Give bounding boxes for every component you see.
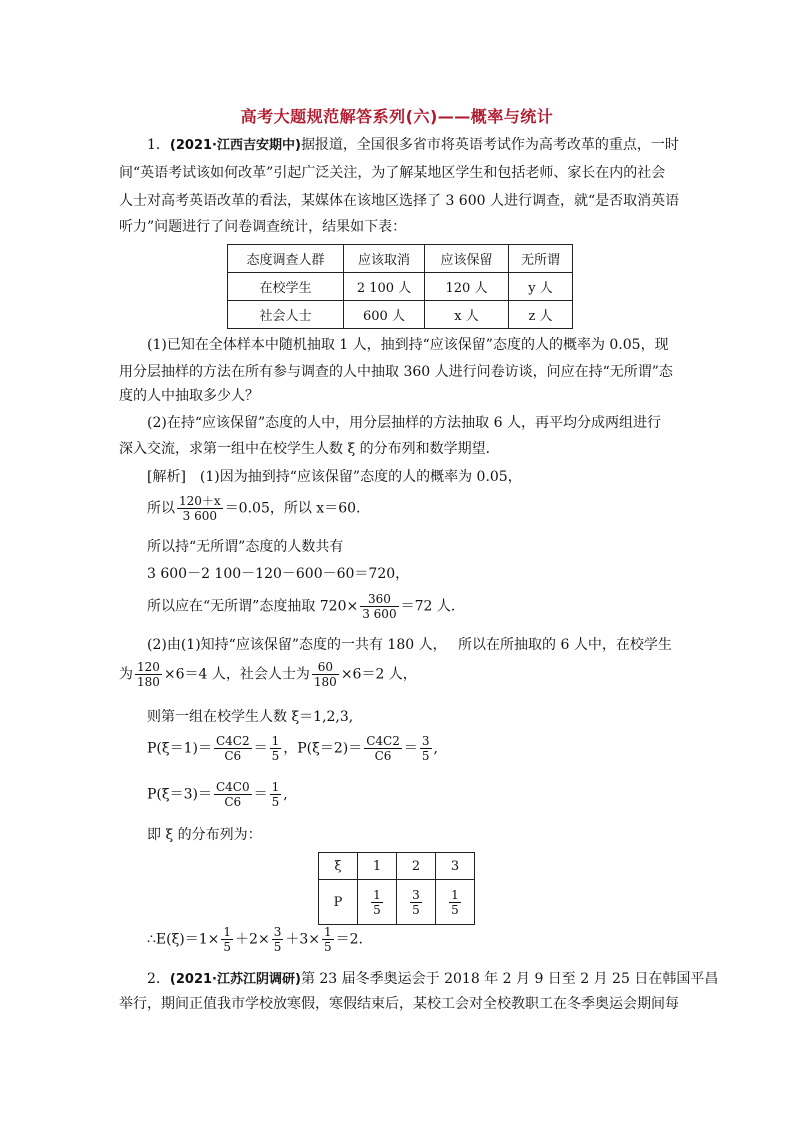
fraction: $\frac{C4C0}{C6}$ — [215, 780, 250, 809]
solution-eq3: 为 $\frac{120}{180}$ ×6＝4 人，社会人士为 $\frac{60}{180}$ ×6＝2 人， — [119, 660, 417, 689]
solution-line-2: 所以持“无所谓”态度的人数共有 — [147, 539, 344, 555]
solution-line-1: [解析] (1)因为抽到持“应该保留”态度的人的概率为 0.05， — [147, 469, 522, 485]
q1-intro-line-2: 间“英语考试该如何改革”引起广泛关注，为了解某地区学生和包括老师、家长在内的社会 — [119, 165, 666, 181]
table-cell — [436, 880, 475, 925]
solution-eq2: 所以应在“无所谓”态度抽取 720× $\frac{360}{3 600}$ ＝72 人． — [147, 592, 465, 621]
fraction: $\frac{1}{5}$ — [323, 925, 332, 954]
table-header-cell: 应该取消 — [344, 245, 425, 273]
survey-table-header-row — [228, 245, 573, 273]
q2-line-1: 2．(2021·江苏江阴调研)第 23 届冬季奥运会于 2018 年 2 月 9 日至 2 月 25 日在韩国平昌 — [147, 971, 719, 987]
table-cell: 1 — [358, 853, 397, 880]
table-cell: 3 — [436, 853, 475, 880]
q1-intro-line-1: 1．(2021·江西吉安期中)据报道，全国很多省市将英语考试作为高考改革的重点，一时 — [147, 137, 679, 153]
fraction: $\frac{120+x}{3 600}$ — [179, 494, 221, 523]
solution-prob-1-2: P(ξ＝1)＝ $\frac{C4C2}{C6}$ ＝ $\frac{1}{5}$ ，P(ξ＝2)＝ $\frac{C4C2}{C6}$ ＝ $\frac{3}{5}$ , — [147, 734, 438, 763]
table-cell: ξ — [319, 853, 358, 880]
table-cell: P — [319, 880, 358, 925]
table-cell: x 人 — [425, 301, 509, 329]
q1-number: 1． — [147, 137, 170, 153]
solution-line-3: 3 600－2 100－120－600－60＝720， — [147, 566, 410, 582]
table-row — [228, 273, 573, 301]
fraction: $\frac{120}{180}$ — [137, 660, 160, 689]
fraction: $\frac{1}{5}$ — [223, 925, 232, 954]
table-cell: 2 100 人 — [344, 273, 425, 301]
fraction: $\frac{60}{180}$ — [313, 660, 337, 689]
fraction: $\frac{3}{5}$ — [421, 734, 430, 763]
q2-line-2: 举行，期间正值我市学校放寒假，寒假结束后，某校工会对全校教职工在冬季奥运会期间每 — [119, 996, 679, 1012]
survey-table — [227, 244, 573, 329]
q1-part1-line-3: 度的人中抽取多少人？ — [119, 388, 259, 404]
table-cell: z 人 — [509, 301, 573, 329]
table-header-cell: 应该保留 — [425, 245, 509, 273]
table-row — [319, 853, 475, 880]
solution-prob-3: P(ξ＝3)＝ $\frac{C4C0}{C6}$ ＝ $\frac{1}{5}$ , — [147, 780, 288, 809]
solution-line-6: 即 ξ 的分布列为： — [147, 827, 262, 843]
q1-part2-line-2: 深入交流，求第一组中在校学生人数 ξ 的分布列和数学期望． — [119, 441, 500, 457]
solution-label: [解析] — [147, 469, 186, 485]
fraction: $\frac{C4C2}{C6}$ — [366, 734, 400, 763]
table-header-cell: 态度调查人群 — [228, 245, 344, 273]
solution-eq1: 所以 $\frac{120+x}{3 600}$ ＝0.05，所以 x＝60. — [147, 494, 361, 523]
table-header-cell: 无所谓 — [509, 245, 573, 273]
table-cell — [397, 880, 436, 925]
q1-part2-line-1: (2)在持“应该保留”态度的人中，用分层抽样的方法抽取 6 人，再平均分成两组进行 — [147, 415, 661, 431]
table-cell: 在校学生 — [228, 273, 344, 301]
q2-number: 2． — [147, 971, 170, 987]
fraction: $\frac{1}{5}$ — [271, 780, 280, 809]
fraction: $\frac{3}{5}$ — [273, 925, 282, 954]
solution-line-5: 则第一组在校学生人数 ξ＝1,2,3, — [147, 709, 354, 725]
fraction: $\frac{3}{5}$ — [412, 887, 420, 917]
table-row — [228, 301, 573, 329]
table-cell: 2 — [397, 853, 436, 880]
table-cell: y 人 — [509, 273, 573, 301]
solution-line-4: (2)由(1)知持“应该保留”态度的一共有 180 人， 所以在所抽取的 6 人中，在校学生 — [147, 637, 672, 653]
table-row — [319, 880, 475, 925]
q1-intro-line-3: 人士对高考英语改革的看法，某媒体在该地区选择了 3 600 人进行调查，就“是否取消英语 — [119, 193, 680, 209]
table-cell: 600 人 — [344, 301, 425, 329]
q1-intro-line-4: 听力”问题进行了问卷调查统计，结果如下表： — [119, 219, 407, 235]
table-cell: 社会人士 — [228, 301, 344, 329]
fraction: $\frac{C4C2}{C6}$ — [215, 734, 250, 763]
fraction: $\frac{360}{3 600}$ — [362, 592, 397, 621]
q2-source: (2021·江苏江阴调研) — [169, 972, 301, 987]
page-title: 高考大题规范解答系列(六)——概率与统计 — [240, 107, 554, 126]
fraction: $\frac{1}{5}$ — [373, 887, 381, 917]
fraction: $\frac{1}{5}$ — [451, 887, 459, 917]
solution-expectation: ∴E(ξ)＝1× $\frac{1}{5}$ ＋2× $\frac{3}{5}$ ＋3× $\frac{1}{5}$ ＝2. — [147, 925, 363, 954]
q1-source: (2021·江西吉安期中) — [169, 138, 301, 153]
q1-part1-line-1: (1)已知在全体样本中随机抽取 1 人，抽到持“应该保留”态度的人的概率为 0.05，现 — [147, 337, 669, 353]
fraction: $\frac{1}{5}$ — [271, 734, 280, 763]
table-cell — [358, 880, 397, 925]
table-cell: 120 人 — [425, 273, 509, 301]
q1-part1-line-2: 用分层抽样的方法在所有参与调查的人中抽取 360 人进行问卷访谈，问应在持“无所谓”态 — [119, 364, 673, 380]
distribution-table — [318, 852, 475, 925]
